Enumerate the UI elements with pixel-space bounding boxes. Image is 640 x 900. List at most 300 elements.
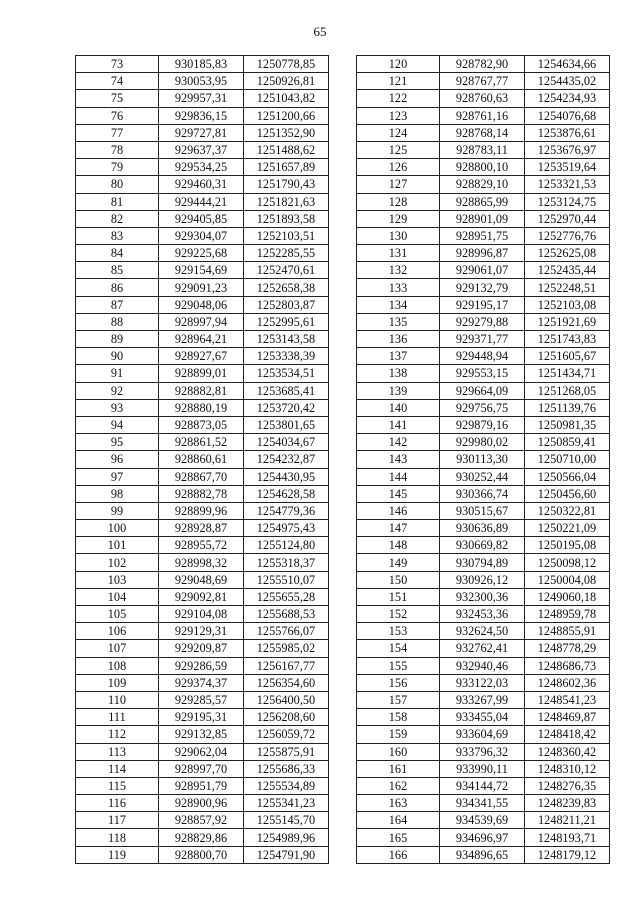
point-number-cell: 154	[357, 640, 440, 657]
point-number-cell: 135	[357, 313, 440, 330]
y-coordinate-cell: 1250710,00	[525, 451, 610, 468]
y-coordinate-cell: 1248179,12	[525, 846, 610, 863]
y-coordinate-cell: 1252470,61	[244, 262, 329, 279]
table-row	[76, 313, 329, 330]
table-row	[357, 399, 610, 416]
y-coordinate-cell: 1252658,38	[244, 279, 329, 296]
point-number-cell: 80	[76, 176, 159, 193]
point-number-cell: 98	[76, 485, 159, 502]
x-coordinate-cell: 934896,65	[440, 846, 525, 863]
point-number-cell: 166	[357, 846, 440, 863]
table-row	[76, 176, 329, 193]
x-coordinate-cell: 928951,75	[440, 227, 525, 244]
y-coordinate-cell: 1248959,78	[525, 606, 610, 623]
x-coordinate-cell: 932453,36	[440, 606, 525, 623]
y-coordinate-cell: 1250566,04	[525, 468, 610, 485]
y-coordinate-cell: 1253143,58	[244, 331, 329, 348]
x-coordinate-cell: 928882,81	[159, 382, 244, 399]
table-row	[76, 279, 329, 296]
page-number: 65	[313, 24, 327, 39]
point-number-cell: 158	[357, 709, 440, 726]
y-coordinate-cell: 1248602,36	[525, 674, 610, 691]
table-row	[76, 571, 329, 588]
table-row	[76, 709, 329, 726]
x-coordinate-cell: 929304,07	[159, 227, 244, 244]
x-coordinate-cell: 929727,81	[159, 124, 244, 141]
table-row	[76, 846, 329, 863]
table-row	[76, 56, 329, 73]
x-coordinate-cell: 929048,06	[159, 296, 244, 313]
point-number-cell: 91	[76, 365, 159, 382]
x-coordinate-cell: 929637,37	[159, 141, 244, 158]
table-row	[357, 554, 610, 571]
table-row	[76, 73, 329, 90]
y-coordinate-cell: 1251605,67	[525, 348, 610, 365]
point-number-cell: 124	[357, 124, 440, 141]
y-coordinate-cell: 1251921,69	[525, 313, 610, 330]
x-coordinate-cell: 929371,77	[440, 331, 525, 348]
point-number-cell: 116	[76, 795, 159, 812]
table-row	[357, 313, 610, 330]
x-coordinate-cell: 930794,89	[440, 554, 525, 571]
y-coordinate-cell: 1248310,12	[525, 760, 610, 777]
table-row	[357, 485, 610, 502]
x-coordinate-cell: 928873,05	[159, 416, 244, 433]
table-row	[357, 829, 610, 846]
y-coordinate-cell: 1251434,71	[525, 365, 610, 382]
point-number-cell: 142	[357, 434, 440, 451]
x-coordinate-cell: 928861,52	[159, 434, 244, 451]
point-number-cell: 143	[357, 451, 440, 468]
point-number-cell: 160	[357, 743, 440, 760]
x-coordinate-cell: 933604,69	[440, 726, 525, 743]
y-coordinate-cell: 1255875,91	[244, 743, 329, 760]
x-coordinate-cell: 928829,10	[440, 176, 525, 193]
point-number-cell: 97	[76, 468, 159, 485]
x-coordinate-cell: 929448,94	[440, 348, 525, 365]
table-row	[357, 760, 610, 777]
point-number-cell: 131	[357, 245, 440, 262]
table-row	[357, 245, 610, 262]
y-coordinate-cell: 1255534,89	[244, 777, 329, 794]
table-row	[357, 588, 610, 605]
table-row	[357, 657, 610, 674]
point-number-cell: 123	[357, 107, 440, 124]
x-coordinate-cell: 928928,87	[159, 520, 244, 537]
x-coordinate-cell: 928880,19	[159, 399, 244, 416]
table-row	[357, 743, 610, 760]
x-coordinate-cell: 930926,12	[440, 571, 525, 588]
y-coordinate-cell: 1254628,58	[244, 485, 329, 502]
table-row	[357, 193, 610, 210]
y-coordinate-cell: 1248686,73	[525, 657, 610, 674]
y-coordinate-cell: 1248778,29	[525, 640, 610, 657]
table-row	[76, 795, 329, 812]
x-coordinate-cell: 929756,75	[440, 399, 525, 416]
table-row	[357, 124, 610, 141]
table-row	[76, 331, 329, 348]
y-coordinate-cell: 1253534,51	[244, 365, 329, 382]
point-number-cell: 112	[76, 726, 159, 743]
table-row	[357, 606, 610, 623]
x-coordinate-cell: 932300,36	[440, 588, 525, 605]
table-row	[76, 296, 329, 313]
point-number-cell: 150	[357, 571, 440, 588]
table-row	[76, 468, 329, 485]
table-row	[76, 588, 329, 605]
table-row	[76, 124, 329, 141]
table-row	[357, 640, 610, 657]
table-row	[357, 571, 610, 588]
x-coordinate-cell: 929225,68	[159, 245, 244, 262]
point-number-cell: 127	[357, 176, 440, 193]
point-number-cell: 141	[357, 416, 440, 433]
point-number-cell: 130	[357, 227, 440, 244]
table-row	[357, 262, 610, 279]
point-number-cell: 137	[357, 348, 440, 365]
point-number-cell: 77	[76, 124, 159, 141]
y-coordinate-cell: 1251488,62	[244, 141, 329, 158]
y-coordinate-cell: 1251139,76	[525, 399, 610, 416]
point-number-cell: 105	[76, 606, 159, 623]
point-number-cell: 104	[76, 588, 159, 605]
x-coordinate-cell: 928882,78	[159, 485, 244, 502]
table-row	[76, 623, 329, 640]
x-coordinate-cell: 930185,83	[159, 56, 244, 73]
point-number-cell: 136	[357, 331, 440, 348]
x-coordinate-cell: 928900,96	[159, 795, 244, 812]
x-coordinate-cell: 929957,31	[159, 90, 244, 107]
point-number-cell: 155	[357, 657, 440, 674]
table-row	[76, 348, 329, 365]
table-row	[76, 743, 329, 760]
point-number-cell: 153	[357, 623, 440, 640]
table-row	[357, 365, 610, 382]
x-coordinate-cell: 929405,85	[159, 210, 244, 227]
table-row	[357, 176, 610, 193]
point-number-cell: 115	[76, 777, 159, 794]
x-coordinate-cell: 928768,14	[440, 124, 525, 141]
x-coordinate-cell: 929104,08	[159, 606, 244, 623]
table-row	[357, 416, 610, 433]
table-row	[76, 502, 329, 519]
point-number-cell: 140	[357, 399, 440, 416]
x-coordinate-cell: 929129,31	[159, 623, 244, 640]
y-coordinate-cell: 1254791,90	[244, 846, 329, 863]
y-coordinate-cell: 1253676,97	[525, 141, 610, 158]
x-coordinate-cell: 932940,46	[440, 657, 525, 674]
table-row	[76, 829, 329, 846]
coordinates-table-right	[356, 55, 610, 864]
y-coordinate-cell: 1251657,89	[244, 159, 329, 176]
y-coordinate-cell: 1250926,81	[244, 73, 329, 90]
table-row	[357, 502, 610, 519]
y-coordinate-cell: 1254034,67	[244, 434, 329, 451]
y-coordinate-cell: 1254430,95	[244, 468, 329, 485]
y-coordinate-cell: 1250322,81	[525, 502, 610, 519]
y-coordinate-cell: 1253124,75	[525, 193, 610, 210]
y-coordinate-cell: 1252625,08	[525, 245, 610, 262]
y-coordinate-cell: 1255655,28	[244, 588, 329, 605]
y-coordinate-cell: 1248541,23	[525, 691, 610, 708]
point-number-cell: 163	[357, 795, 440, 812]
x-coordinate-cell: 928761,16	[440, 107, 525, 124]
point-number-cell: 139	[357, 382, 440, 399]
y-coordinate-cell: 1251268,05	[525, 382, 610, 399]
point-number-cell: 85	[76, 262, 159, 279]
y-coordinate-cell: 1250098,12	[525, 554, 610, 571]
x-coordinate-cell: 932624,50	[440, 623, 525, 640]
table-row	[76, 245, 329, 262]
table-row	[357, 73, 610, 90]
table-row	[76, 520, 329, 537]
x-coordinate-cell: 928997,70	[159, 760, 244, 777]
table-row	[76, 640, 329, 657]
point-number-cell: 114	[76, 760, 159, 777]
y-coordinate-cell: 1251790,43	[244, 176, 329, 193]
point-number-cell: 101	[76, 537, 159, 554]
point-number-cell: 121	[357, 73, 440, 90]
x-coordinate-cell: 929209,87	[159, 640, 244, 657]
point-number-cell: 88	[76, 313, 159, 330]
y-coordinate-cell: 1255341,23	[244, 795, 329, 812]
point-number-cell: 118	[76, 829, 159, 846]
x-coordinate-cell: 928760,63	[440, 90, 525, 107]
table-row	[357, 537, 610, 554]
x-coordinate-cell: 929061,07	[440, 262, 525, 279]
y-coordinate-cell: 1248360,42	[525, 743, 610, 760]
point-number-cell: 120	[357, 56, 440, 73]
table-row	[357, 107, 610, 124]
table-row	[76, 107, 329, 124]
table-row	[76, 674, 329, 691]
x-coordinate-cell: 933796,32	[440, 743, 525, 760]
table-row	[76, 760, 329, 777]
point-number-cell: 144	[357, 468, 440, 485]
point-number-cell: 132	[357, 262, 440, 279]
x-coordinate-cell: 933990,11	[440, 760, 525, 777]
x-coordinate-cell: 929553,15	[440, 365, 525, 382]
point-number-cell: 134	[357, 296, 440, 313]
point-number-cell: 117	[76, 812, 159, 829]
table-row	[357, 159, 610, 176]
y-coordinate-cell: 1250859,41	[525, 434, 610, 451]
y-coordinate-cell: 1250221,09	[525, 520, 610, 537]
point-number-cell: 108	[76, 657, 159, 674]
point-number-cell: 106	[76, 623, 159, 640]
table-row	[76, 210, 329, 227]
x-coordinate-cell: 932762,41	[440, 640, 525, 657]
table-row	[76, 141, 329, 158]
x-coordinate-cell: 930636,89	[440, 520, 525, 537]
y-coordinate-cell: 1254989,96	[244, 829, 329, 846]
x-coordinate-cell: 929279,88	[440, 313, 525, 330]
y-coordinate-cell: 1255124,80	[244, 537, 329, 554]
y-coordinate-cell: 1252435,44	[525, 262, 610, 279]
point-number-cell: 165	[357, 829, 440, 846]
y-coordinate-cell: 1252248,51	[525, 279, 610, 296]
point-number-cell: 162	[357, 777, 440, 794]
table-row	[76, 193, 329, 210]
x-coordinate-cell: 929195,17	[440, 296, 525, 313]
point-number-cell: 74	[76, 73, 159, 90]
x-coordinate-cell: 933267,99	[440, 691, 525, 708]
x-coordinate-cell: 933455,04	[440, 709, 525, 726]
y-coordinate-cell: 1250778,85	[244, 56, 329, 73]
point-number-cell: 84	[76, 245, 159, 262]
y-coordinate-cell: 1252970,44	[525, 210, 610, 227]
point-number-cell: 96	[76, 451, 159, 468]
x-coordinate-cell: 929374,37	[159, 674, 244, 691]
x-coordinate-cell: 930252,44	[440, 468, 525, 485]
table-row	[357, 674, 610, 691]
y-coordinate-cell: 1254435,02	[525, 73, 610, 90]
x-coordinate-cell: 930515,67	[440, 502, 525, 519]
table-row	[357, 623, 610, 640]
y-coordinate-cell: 1252103,08	[525, 296, 610, 313]
x-coordinate-cell: 929444,21	[159, 193, 244, 210]
x-coordinate-cell: 928998,32	[159, 554, 244, 571]
point-number-cell: 100	[76, 520, 159, 537]
table-row	[357, 331, 610, 348]
x-coordinate-cell: 928800,10	[440, 159, 525, 176]
x-coordinate-cell: 928767,77	[440, 73, 525, 90]
y-coordinate-cell: 1254779,36	[244, 502, 329, 519]
y-coordinate-cell: 1250456,60	[525, 485, 610, 502]
table-row	[357, 795, 610, 812]
point-number-cell: 145	[357, 485, 440, 502]
y-coordinate-cell: 1254234,93	[525, 90, 610, 107]
y-coordinate-cell: 1251743,83	[525, 331, 610, 348]
point-number-cell: 152	[357, 606, 440, 623]
x-coordinate-cell: 934341,55	[440, 795, 525, 812]
y-coordinate-cell: 1253720,42	[244, 399, 329, 416]
table-row	[357, 141, 610, 158]
point-number-cell: 157	[357, 691, 440, 708]
table-row	[76, 159, 329, 176]
table-row	[357, 210, 610, 227]
y-coordinate-cell: 1252995,61	[244, 313, 329, 330]
x-coordinate-cell: 928955,72	[159, 537, 244, 554]
point-number-cell: 82	[76, 210, 159, 227]
point-number-cell: 149	[357, 554, 440, 571]
point-number-cell: 107	[76, 640, 159, 657]
x-coordinate-cell: 930113,30	[440, 451, 525, 468]
y-coordinate-cell: 1253876,61	[525, 124, 610, 141]
y-coordinate-cell: 1248211,21	[525, 812, 610, 829]
x-coordinate-cell: 928860,61	[159, 451, 244, 468]
point-number-cell: 151	[357, 588, 440, 605]
point-number-cell: 147	[357, 520, 440, 537]
x-coordinate-cell: 933122,03	[440, 674, 525, 691]
table-row	[357, 468, 610, 485]
point-number-cell: 87	[76, 296, 159, 313]
x-coordinate-cell: 929879,16	[440, 416, 525, 433]
x-coordinate-cell: 929285,57	[159, 691, 244, 708]
y-coordinate-cell: 1248193,71	[525, 829, 610, 846]
point-number-cell: 113	[76, 743, 159, 760]
y-coordinate-cell: 1253801,65	[244, 416, 329, 433]
x-coordinate-cell: 928800,70	[159, 846, 244, 863]
table-row	[357, 279, 610, 296]
point-number-cell: 103	[76, 571, 159, 588]
x-coordinate-cell: 928857,92	[159, 812, 244, 829]
y-coordinate-cell: 1251821,63	[244, 193, 329, 210]
table-row	[357, 227, 610, 244]
y-coordinate-cell: 1252103,51	[244, 227, 329, 244]
y-coordinate-cell: 1251043,82	[244, 90, 329, 107]
point-number-cell: 133	[357, 279, 440, 296]
x-coordinate-cell: 928927,67	[159, 348, 244, 365]
table-row	[357, 296, 610, 313]
x-coordinate-cell: 929092,81	[159, 588, 244, 605]
y-coordinate-cell: 1251352,90	[244, 124, 329, 141]
x-coordinate-cell: 929132,85	[159, 726, 244, 743]
point-number-cell: 93	[76, 399, 159, 416]
y-coordinate-cell: 1250004,08	[525, 571, 610, 588]
point-number-cell: 79	[76, 159, 159, 176]
coordinates-table-left	[75, 55, 329, 864]
x-coordinate-cell: 928951,79	[159, 777, 244, 794]
y-coordinate-cell: 1255985,02	[244, 640, 329, 657]
x-coordinate-cell: 929836,15	[159, 107, 244, 124]
table-row	[357, 777, 610, 794]
point-number-cell: 146	[357, 502, 440, 519]
y-coordinate-cell: 1248418,42	[525, 726, 610, 743]
y-coordinate-cell: 1248239,83	[525, 795, 610, 812]
y-coordinate-cell: 1255145,70	[244, 812, 329, 829]
x-coordinate-cell: 928783,11	[440, 141, 525, 158]
point-number-cell: 129	[357, 210, 440, 227]
point-number-cell: 81	[76, 193, 159, 210]
table-row	[357, 726, 610, 743]
table-row	[357, 520, 610, 537]
x-coordinate-cell: 929664,09	[440, 382, 525, 399]
x-coordinate-cell: 929132,79	[440, 279, 525, 296]
point-number-cell: 110	[76, 691, 159, 708]
y-coordinate-cell: 1248469,87	[525, 709, 610, 726]
point-number-cell: 161	[357, 760, 440, 777]
point-number-cell: 111	[76, 709, 159, 726]
y-coordinate-cell: 1256400,50	[244, 691, 329, 708]
y-coordinate-cell: 1256354,60	[244, 674, 329, 691]
table-row	[76, 382, 329, 399]
x-coordinate-cell: 928996,87	[440, 245, 525, 262]
table-row	[357, 434, 610, 451]
point-number-cell: 159	[357, 726, 440, 743]
x-coordinate-cell: 928901,09	[440, 210, 525, 227]
point-number-cell: 94	[76, 416, 159, 433]
y-coordinate-cell: 1251893,58	[244, 210, 329, 227]
x-coordinate-cell: 928829,86	[159, 829, 244, 846]
table-row	[357, 382, 610, 399]
point-number-cell: 138	[357, 365, 440, 382]
x-coordinate-cell: 929062,04	[159, 743, 244, 760]
y-coordinate-cell: 1256059,72	[244, 726, 329, 743]
point-number-cell: 83	[76, 227, 159, 244]
table-row	[76, 451, 329, 468]
y-coordinate-cell: 1255510,07	[244, 571, 329, 588]
y-coordinate-cell: 1253685,41	[244, 382, 329, 399]
point-number-cell: 99	[76, 502, 159, 519]
x-coordinate-cell: 928899,01	[159, 365, 244, 382]
point-number-cell: 86	[76, 279, 159, 296]
x-coordinate-cell: 930366,74	[440, 485, 525, 502]
y-coordinate-cell: 1248855,91	[525, 623, 610, 640]
table-row	[357, 812, 610, 829]
point-number-cell: 156	[357, 674, 440, 691]
x-coordinate-cell: 934144,72	[440, 777, 525, 794]
